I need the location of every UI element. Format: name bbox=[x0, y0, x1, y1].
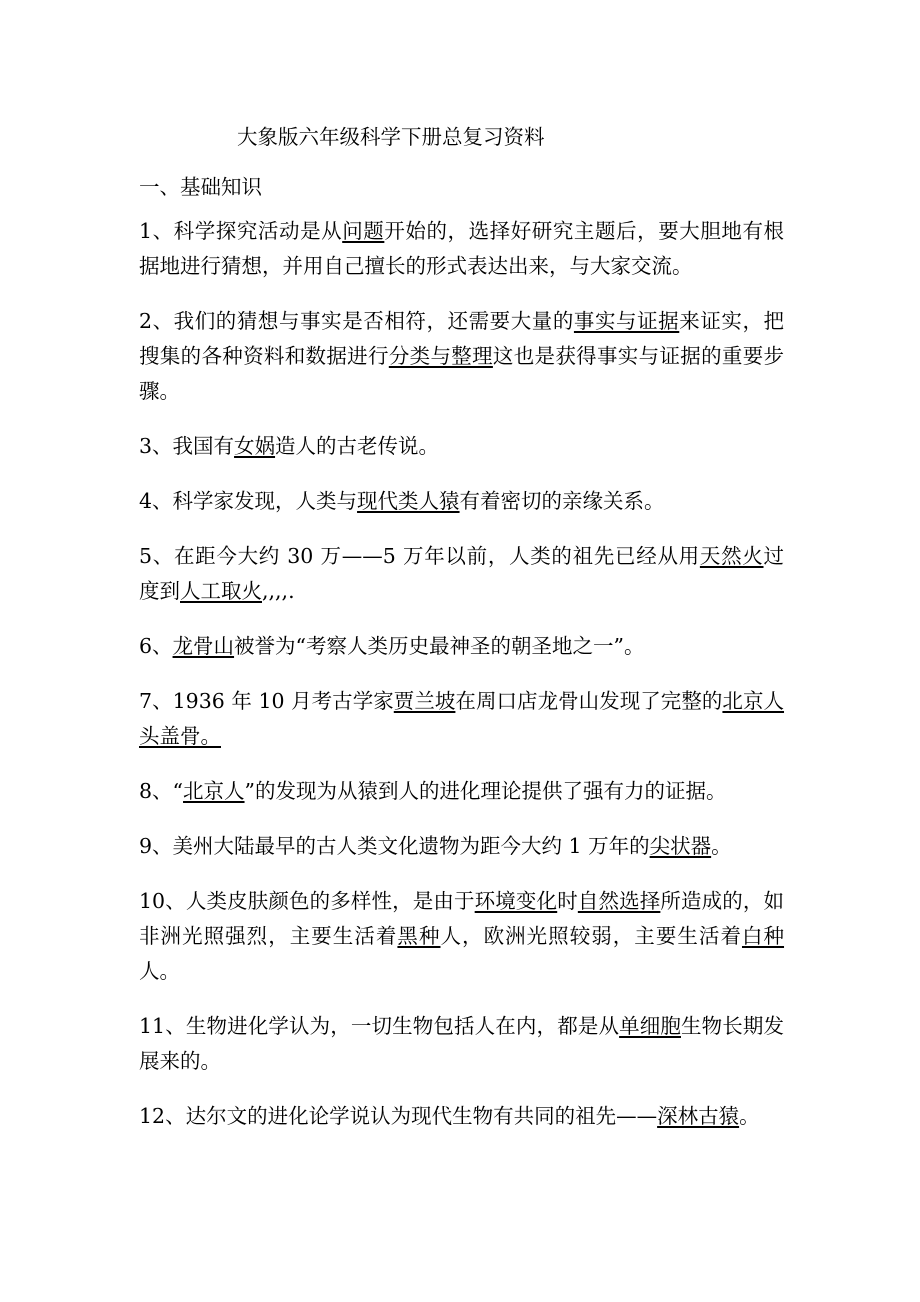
item-text: 5、在距今大约 30 万——5 万年以前，人类的祖先已经从用 bbox=[139, 544, 700, 568]
list-item bbox=[139, 774, 784, 809]
item-text: 所造成的，如非洲光照强烈，主要生活着 bbox=[139, 889, 785, 948]
underlined-answer: 深林古猿 bbox=[657, 1104, 740, 1128]
item-text: 有着密切的亲缘关系。 bbox=[459, 489, 665, 513]
document-title: 大象版六年级科学下册总复习资料 bbox=[237, 125, 545, 149]
list-item bbox=[139, 1009, 784, 1079]
underlined-answer: 贾兰坡 bbox=[393, 689, 456, 713]
underlined-answer: 现代类人猿 bbox=[357, 489, 460, 513]
item-text: 来证实，把搜集的各种资料和数据进行 bbox=[139, 309, 785, 368]
list-item bbox=[139, 1099, 784, 1134]
item-number: 6、 bbox=[139, 634, 173, 658]
underlined-answer: 事实与证据 bbox=[573, 309, 680, 333]
item-text: 10、人类皮肤颜色的多样性，是由于 bbox=[139, 889, 475, 913]
list-item bbox=[139, 484, 784, 519]
item-text: ,,,,. bbox=[262, 579, 295, 603]
item-text: 过度到 bbox=[139, 544, 785, 603]
underlined-answer: 龙骨山 bbox=[172, 634, 235, 658]
item-text: 9、美州大陆最早的古人类文化遗物为距今大约 1 万年的 bbox=[139, 834, 650, 858]
item-text: 11、生物进化学认为，一切生物包括人在内，都是从 bbox=[139, 1014, 620, 1038]
underlined-answer: 尖状器 bbox=[649, 834, 712, 858]
underlined-answer: 天然火 bbox=[699, 544, 764, 568]
item-text: 被誉为“考察人类历史最神圣的朝圣地之一”。 bbox=[234, 634, 645, 658]
item-text: 开始的，选择好研究主题后，要大胆地有根据地进行猜想，并用自己擅长的形式表达出来，与大家交流。 bbox=[139, 219, 785, 278]
item-text: 生物长期发展来的。 bbox=[139, 1014, 785, 1073]
item-text: 。 bbox=[711, 834, 732, 858]
list-item bbox=[139, 304, 784, 409]
item-text: 7、1936 年 10 月考古学家 bbox=[139, 689, 394, 713]
list-item bbox=[139, 829, 784, 864]
underlined-answer: 白种 bbox=[741, 924, 785, 948]
underlined-answer: 女娲 bbox=[234, 434, 276, 458]
list-item bbox=[139, 684, 784, 754]
list-item bbox=[139, 539, 784, 609]
underlined-answer: 自然选择 bbox=[577, 889, 661, 913]
section-heading: 一、基础知识 bbox=[139, 175, 262, 199]
item-text: 2、我们的猜想与事实是否相符，还需要大量的 bbox=[139, 309, 574, 333]
item-text: 时 bbox=[557, 889, 578, 913]
item-text: 造人的古老传说。 bbox=[275, 434, 440, 458]
item-text: 。 bbox=[739, 1104, 760, 1128]
item-text: 3、我国有 bbox=[139, 434, 235, 458]
list-item bbox=[139, 884, 784, 989]
item-list bbox=[139, 214, 784, 1154]
underlined-answer: 分类与整理 bbox=[388, 344, 493, 368]
underlined-answer: 问题 bbox=[342, 219, 385, 243]
item-text: 1、科学探究活动是从 bbox=[139, 219, 343, 243]
item-text: 人。 bbox=[139, 959, 180, 983]
list-item bbox=[139, 629, 784, 664]
list-item bbox=[139, 214, 784, 284]
underlined-answer: 人工取火 bbox=[180, 579, 262, 603]
underlined-answer: 单细胞 bbox=[619, 1014, 681, 1038]
underlined-answer: 北京人头盖骨。 bbox=[139, 689, 785, 748]
list-item bbox=[139, 429, 784, 464]
item-text: 4、科学家发现，人类与 bbox=[139, 489, 358, 513]
underlined-answer: 北京人 bbox=[183, 779, 245, 803]
item-text: 人，欧洲光照较弱，主要生活着 bbox=[440, 924, 742, 948]
item-text: 在周口店龙骨山发现了完整的 bbox=[455, 689, 723, 713]
item-text: 12、达尔文的进化论学说认为现代生物有共同的祖先—— bbox=[139, 1104, 658, 1128]
item-text: ”的发现为从猿到人的进化理论提供了强有力的证据。 bbox=[244, 779, 727, 803]
item-text: 8、“ bbox=[139, 779, 184, 803]
underlined-answer: 黑种 bbox=[397, 924, 441, 948]
item-text: 这也是获得事实与证据的重要步骤。 bbox=[139, 344, 785, 403]
underlined-answer: 环境变化 bbox=[474, 889, 558, 913]
